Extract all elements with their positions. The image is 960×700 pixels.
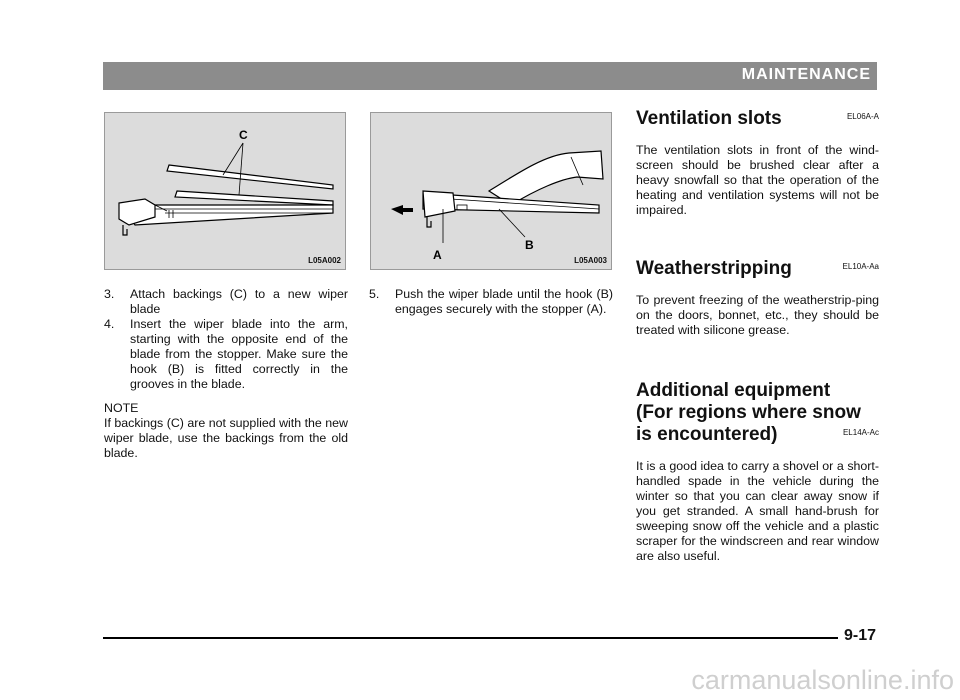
step-item — [104, 317, 348, 392]
step-number: 3. — [104, 287, 115, 301]
right-column-sections — [636, 108, 879, 564]
watermark: carmanualsonline.info — [691, 665, 954, 695]
callout-b: B — [525, 238, 534, 252]
step-item — [369, 287, 613, 317]
section-body: The ventilation slots in front of the wind-screen should be brushed clear after a heavy snowfall so that the operation of the heating and ventilation systems will not be impaired. — [636, 143, 879, 217]
instructions-middle-column — [369, 287, 613, 317]
step-number: 5. — [369, 287, 380, 301]
wiper-blade-illustration — [105, 113, 346, 270]
page-number: 9-17 — [844, 627, 877, 644]
section-code: EL14A-Ac — [842, 428, 879, 437]
section-heading-line: is encountered) — [636, 424, 778, 445]
figure-wiper-hook — [370, 112, 612, 270]
section-additional-equipment — [636, 380, 879, 564]
instructions-left-column — [104, 287, 348, 461]
wiper-arm-illustration — [371, 113, 612, 270]
footer-rule — [103, 637, 838, 639]
step-item — [104, 287, 348, 317]
section-code: EL06A-A — [846, 112, 879, 121]
section-heading-line: Additional equipment — [636, 380, 831, 401]
section-heading-text: Ventilation slots — [636, 108, 782, 129]
section-body: To prevent freezing of the weatherstrip-ping on the doors, bonnet, etc., they should be treated with silicone grease. — [636, 293, 879, 337]
section-heading — [636, 258, 879, 280]
section-heading — [636, 380, 879, 446]
section-ventilation-slots — [636, 108, 879, 218]
figure-label: L05A002 — [308, 256, 341, 265]
section-heading-line: (For regions where snow — [636, 402, 861, 423]
note-text: If backings (C) are not supplied with the new wiper blade, use the backings from the old blade. — [104, 416, 348, 460]
step-number: 4. — [104, 317, 115, 331]
callout-c: C — [239, 128, 248, 142]
callout-a: A — [433, 248, 442, 262]
section-body: It is a good idea to carry a shovel or a short-handled spade in the vehicle during the winter so that you can clear away snow if you get stranded. A small hand-brush for sweeping snow off the vehicle and a plastic scraper for the windscreen and rear window are also useful. — [636, 459, 879, 563]
step-text: Attach backings (C) to a new wiper blade — [130, 287, 348, 316]
step-text: Push the wiper blade until the hook (B) engages securely with the stopper (A). — [395, 287, 613, 316]
figure-wiper-backings — [104, 112, 346, 270]
section-title: MAINTENANCE — [741, 66, 871, 83]
note-title: NOTE — [104, 401, 139, 415]
section-code: EL10A-Aa — [842, 262, 879, 271]
figure-label: L05A003 — [574, 256, 607, 265]
note-block — [104, 401, 348, 461]
section-heading — [636, 108, 879, 130]
section-weatherstripping — [636, 258, 879, 338]
page-header — [103, 62, 877, 90]
step-text: Insert the wiper blade into the arm, starting with the opposite end of the blade from the stopper. Make sure the hook (B) is fitted correctly in the grooves in the blade. — [130, 317, 348, 391]
section-heading-text: Weatherstripping — [636, 258, 792, 279]
